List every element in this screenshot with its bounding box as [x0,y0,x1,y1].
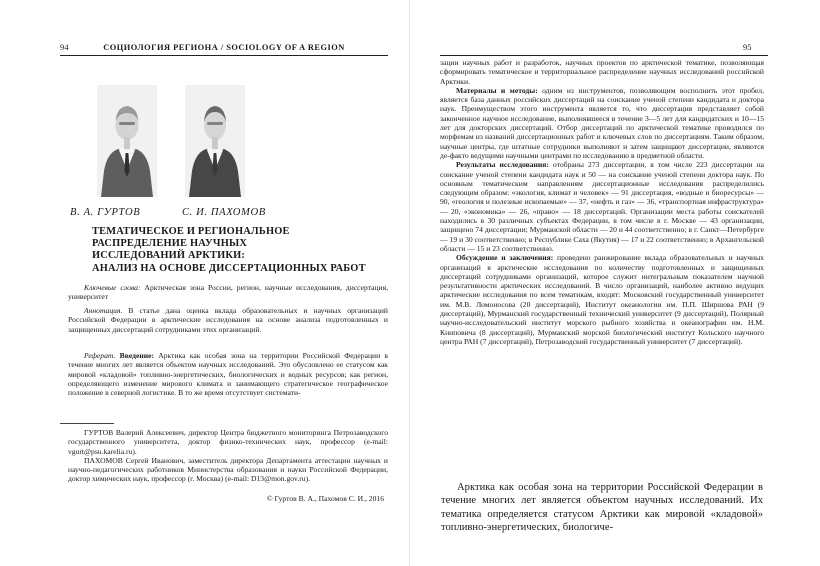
annotation-label: Аннотация. [84,306,123,315]
discussion-paragraph [440,253,764,346]
author-footnotes [68,428,388,484]
results-text: отобраны 273 диссертации, в том числе 223 диссертации на соискание ученой степени кандидата наук и 50 — на соискание ученой степени доктора наук. По основным тематическим направлениям диссертационные исследования распределились следующим образом: «экология, климат и человек» — 91 диссертация, «водные и биоресурсы» — 90, «геология и полезные ископаемые» — 37, «нефть и газ» — 36, «транспортная инфраструктура» — 20, «экономика» — 26, «право» — 18 диссертаций. Организации места работы соискателей находились в 30 различных субъектах Федерации, в том числе в г. Москве — 43 организации, защищено 74 диссертации; Мурманской области — 20 и 44 соответственно; в г. Санкт—Петербурге — 19 и 30 соответственно; в Республике Саха (Якутия) — 17 и 22 соответственно; в Архангельской области — 15 и 23 соответственно. [440,160,764,253]
page-number: 95 [743,43,752,52]
keywords-text: Арктическая зона России, регион, научные исследования, диссертация, университет [68,283,388,302]
discussion-text: проведено ранжирование вклада образовательных и научных организаций в арктические исследования по количеству подготовленных и защищенных диссертаций сотрудниками организаций, которое служит интегральным показателем научной результативности арктических исследований. В число организаций, наиболее активно ведущих арктические исследования по всем тематикам, входят: Московский государственный университет им. М.В. Ломоносова (20 диссертаций), Институт океанологии им. П.П. Ширшова РАН (9 диссертаций), Мурманский государственный технический университет (9 диссертаций), Полярный научно-исследовательский институт морского рыбного хозяйства и океанографии им. Н.М. Книповича (8 диссертаций), Мурманский морской биологический институт Кольского научного центра РАН (7 диссертаций), Петрозаводский государственный университет (7 диссертаций). [440,253,764,346]
running-header [60,43,388,53]
copyright-line: © Гуртов В. А., Пахомов С. И., 2016 [266,494,384,503]
title-line: РАСПРЕДЕЛЕНИЕ НАУЧНЫХ [92,238,248,250]
footnote-gurtov: ГУРТОВ Валерий Алексеевич, директор Центра бюджетного мониторинга Петрозаводского государственного университета, доктор физико-технических наук, профессор (e-mail: vgurt@psu.karelia.ru). [68,428,388,456]
referat-text: Арктика как особая зона на территории Российской Федерации в течение многих лет является объектом научных исследований. Это обусловлено ее статусом как мировой «кладовой» топливно-энергетических, биологических и водных ресурсов; как регион, определяющего изменение мирового климата и занимающего стратегическое географическое положение в северной логистике. В то же время отсутствует системати- [68,351,389,398]
header-rule [440,55,768,56]
title-line: АНАЛИЗ НА ОСНОВЕ ДИССЕРТАЦИОННЫХ РАБОТ [92,262,366,274]
portrait-illustration [97,85,157,197]
keywords-label: Ключевые слова: [84,283,141,292]
footnote-pakhomov: ПАХОМОВ Сергей Иванович, заместитель директора Департамента аттестации научных и научно-педагогических работников Министерства образования и науки Российской Федерации, доктор химических наук, профессор (г. Москва) (e-mail: D13@mon.gov.ru). [68,455,388,484]
body-paragraph: Арктика как особая зона на территории Российской Федерации в течение многих лет является объектом научных исследований. Их тематика определяется статусом Арктики как мировой «кладовой» топливно-энергетических, биологиче- [441,482,763,534]
title-line: ИССЛЕДОВАНИЙ АРКТИКИ: [92,250,246,262]
author-photo-pakhomov [185,85,245,197]
discussion-label: Обсуждение и заключения: [456,253,554,263]
intro-label: Введение: [115,351,154,360]
footnote-rule [60,423,114,424]
portrait-illustration [185,85,245,197]
author-name-1: В. А. ГУРТОВ [70,207,141,218]
methods-label: Материалы и методы: [456,85,538,95]
methods-paragraph [440,86,764,160]
annotation-text: В статье дана оценка вклада образовательных и научных организаций Российской Федерации в арктические исследования на основе анализа подготовленных и защищенных диссертаций сотрудниками этих организаций. [68,306,388,334]
header-rule [60,55,388,56]
keywords-block [68,283,388,302]
referat-continuation: зации научных работ и разработок, научных проектов по арктической тематике, позволяющая сформировать тематическое и территориальное распределение научных исследований российской Арктики. [440,58,764,86]
page-number: 94 [60,43,69,52]
article-title [92,226,392,275]
running-head-title: СОЦИОЛОГИЯ РЕГИОНА / SOCIOLOGY OF A REGION [103,43,345,52]
annotation-block [68,306,388,334]
methods-text: одним из инструментов, позволяющим восполнить этот пробел, является база данных российских диссертаций на соискание ученой степени кандидата и доктора наук. Преимуществом этого инструмента является то, что диссертация представляет собой законченное научное исследование, выполнявшееся в течение 3—5 лет для кандидатских и 10—15 лет для докторских диссертаций. Отбор диссертаций по арктической тематике проводился по морфемам из названий диссертационных работ и ключевых слов по диссертациям. Таким образом, научные центры, где штатные сотрудники выполняют и затем защищают диссертации, являются де-факто ведущими научными центрами по исследованию в предметной области. [440,85,764,160]
referat-label: Реферат. [84,351,116,360]
main-body-text [441,481,763,535]
right-column-text [440,58,764,346]
author-name-2: С. И. ПАХОМОВ [182,207,266,218]
author-photo-gurtov [97,85,157,197]
results-label: Результаты исследования: [456,160,549,170]
results-paragraph [440,160,764,253]
referat-block [68,351,388,397]
title-line: ТЕМАТИЧЕСКОЕ И РЕГИОНАЛЬНОЕ [92,226,290,237]
